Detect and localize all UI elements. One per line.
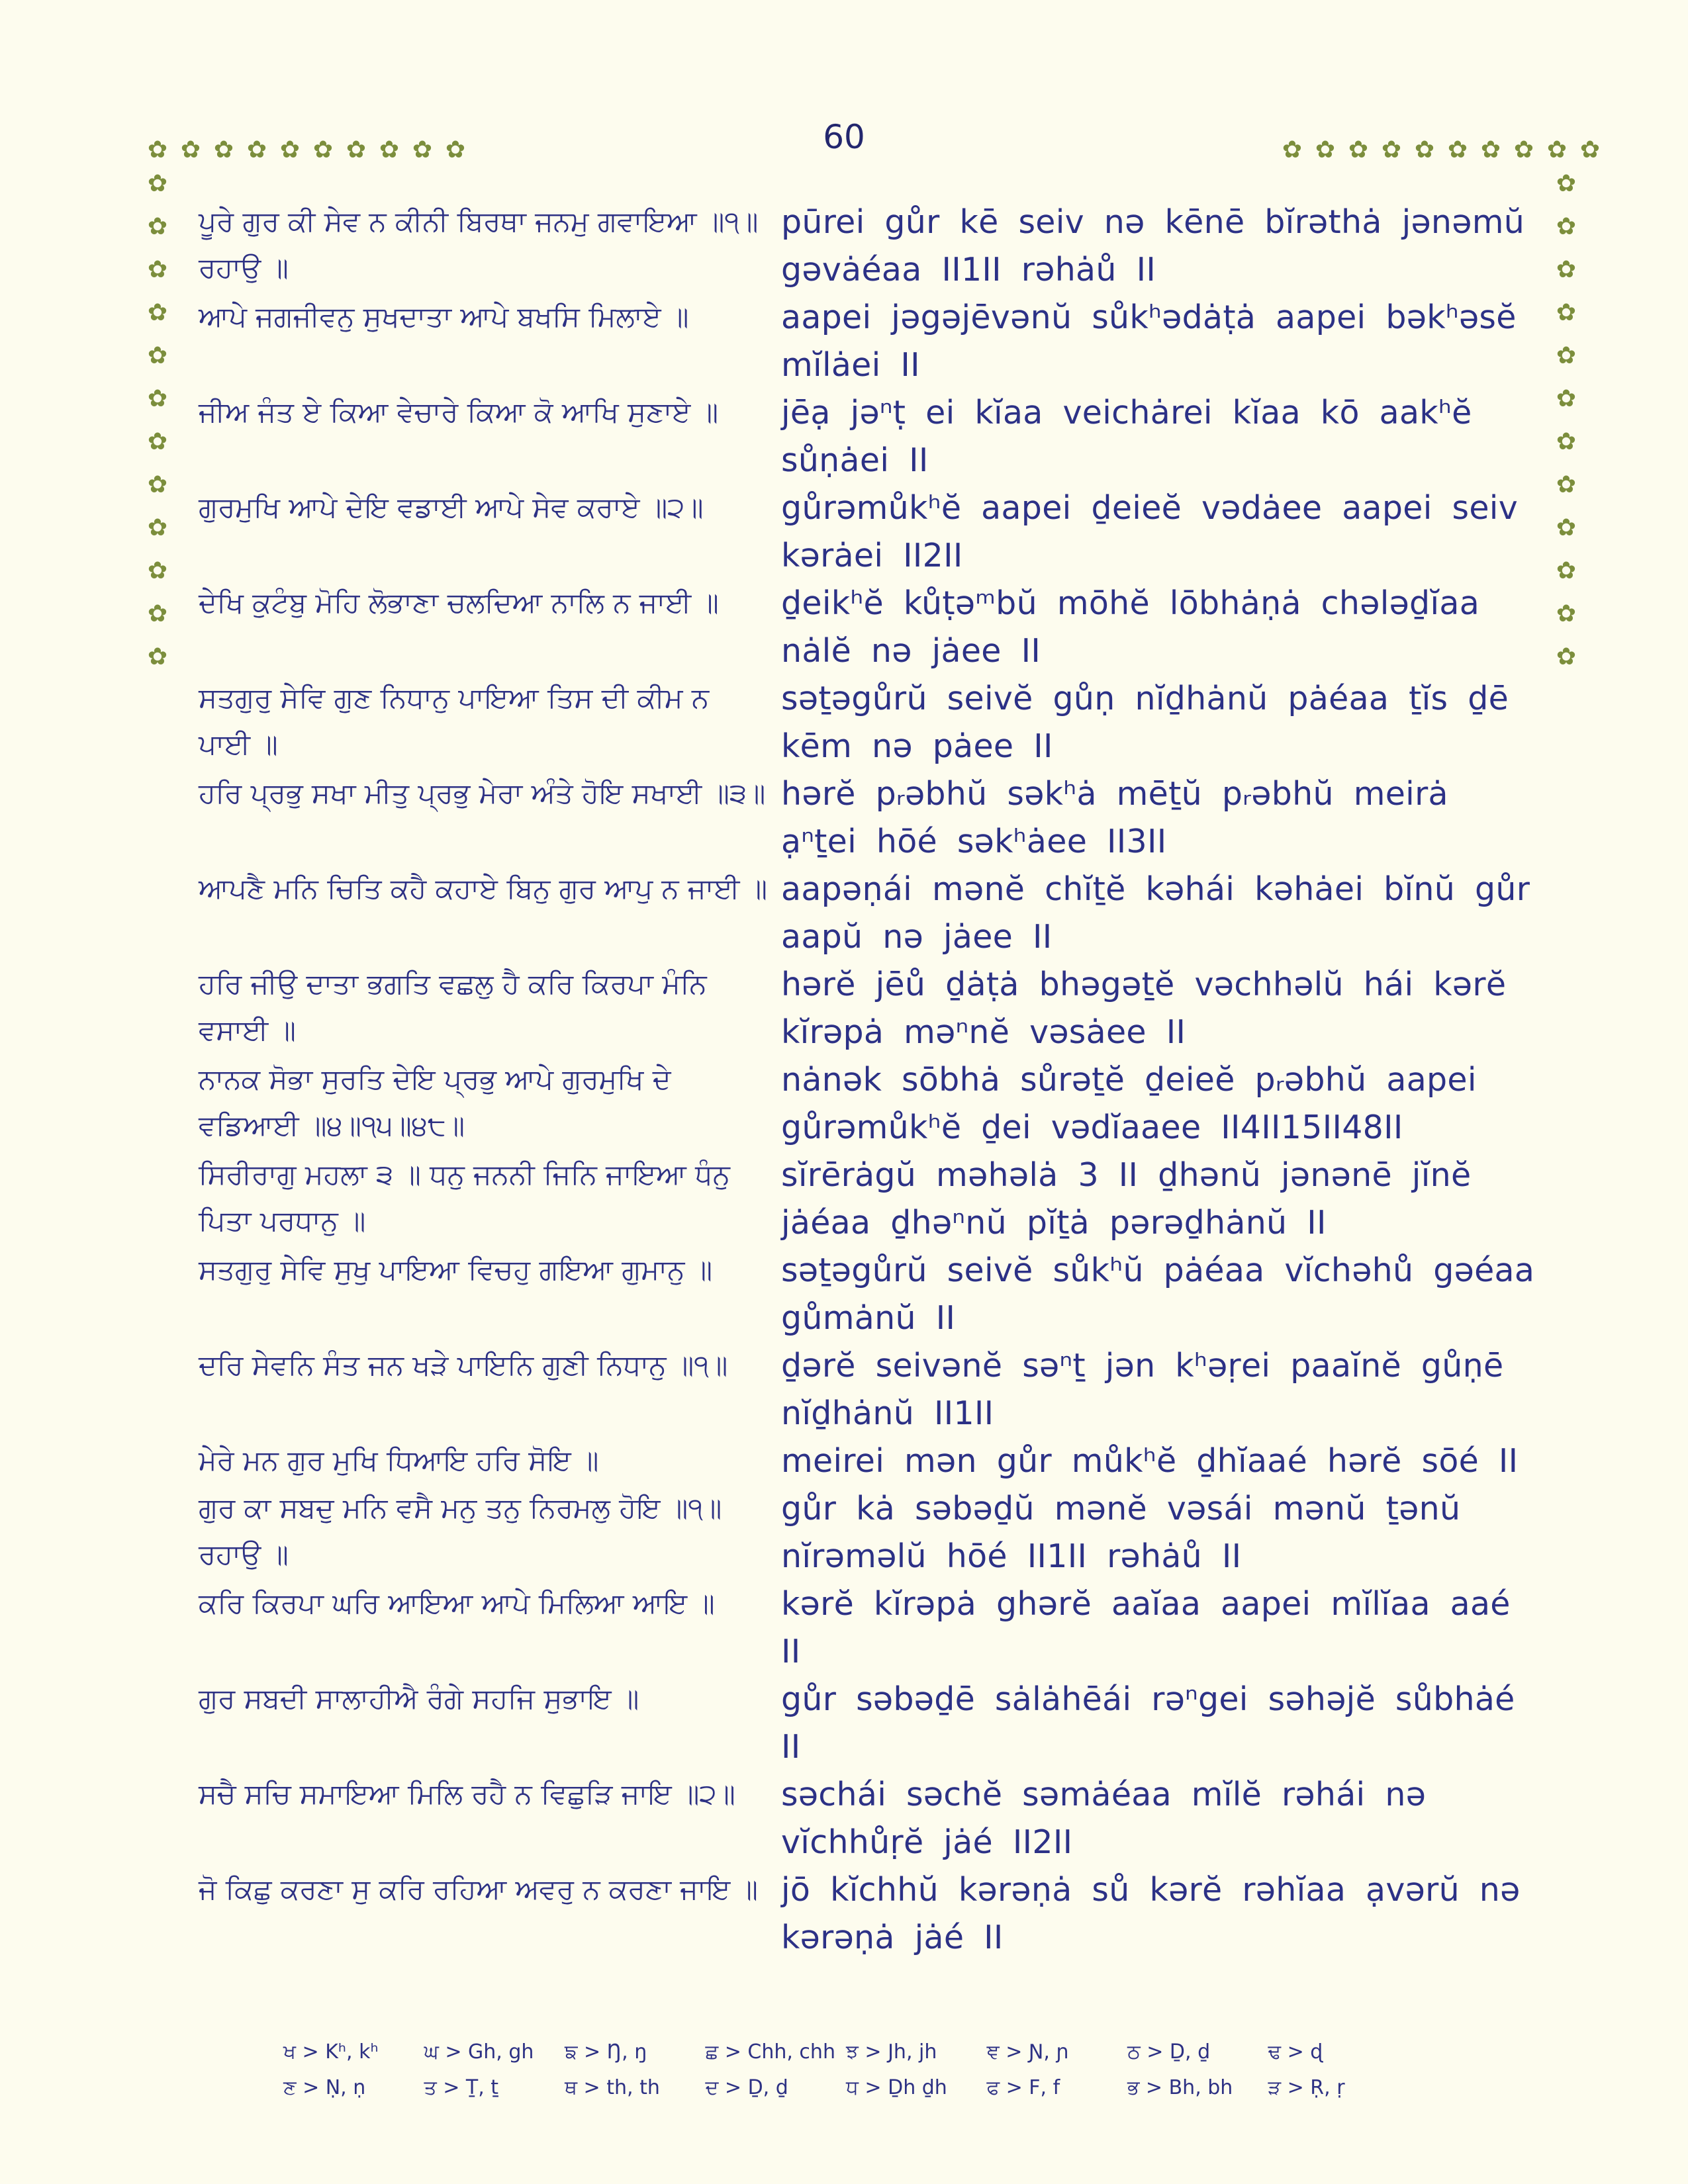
flower-ornament-icon: ✿ (147, 514, 168, 541)
verse-row (199, 1580, 1536, 1676)
gurmukhi-text: ਦੇਖਿ ਕੁਟੰਬੁ ਮੋਹਿ ਲੋਭਾਣਾ ਚਲਦਿਆ ਨਾਲਿ ਨ ਜਾਈ ॥ (199, 586, 719, 619)
transliteration-text: səṯəgůrŭ seivĕ sůkʰŭ pȧéaa vĭchəhů gəéaa gůmȧnŭ II (781, 1251, 1535, 1337)
flower-ornament-icon: ✿ (147, 256, 168, 283)
flower-ornament-icon: ✿ (1556, 428, 1577, 455)
transliteration-text: səṯəgůrŭ seivĕ gůṇ nĭḏhȧnŭ pȧéaa ṯĭs ḏē kēm nə pȧee II (781, 680, 1509, 765)
legend-entry: ਖ > Kʰ, kʰ (283, 2040, 379, 2064)
flower-ornament-icon: ✿ (147, 471, 168, 498)
transliteration-text: gůr kȧ səbəḏŭ mənĕ vəsái mənŭ ṯənŭ nĭrəməlŭ hōé II1II rəhȧů II (781, 1490, 1461, 1575)
flower-ornament-icon: ✿ (412, 136, 433, 163)
transliteration-text: sĭrērȧgŭ məhəlȧ 3 II ḏhənŭ jənənē jĭnĕ jȧéaa ḏhəⁿnŭ pĭṯȧ pərəḏhȧnŭ II (781, 1156, 1472, 1242)
verse-row (199, 199, 1536, 294)
verse-row (199, 1771, 1536, 1866)
transliteration-text: ḏeikʰĕ kůṭəᵐbŭ mōhĕ lōbhȧṇȧ chələḏĭaa nȧlĕ nə jȧee II (781, 584, 1480, 670)
gurmukhi-text: ਹਰਿ ਪ੍ਰਭੁ ਸਖਾ ਮੀਤੁ ਪ੍ਰਭੁ ਮੇਰਾ ਅੰਤੇ ਹੋਇ ਸਖਾਈ ॥੩॥ (199, 777, 766, 809)
flower-ornament-icon: ✿ (1546, 136, 1568, 163)
flower-ornament-icon: ✿ (1556, 170, 1577, 197)
gurmukhi-text: ਸਿਰੀਰਾਗੁ ਮਹਲਾ ੩ ॥ ਧਨੁ ਜਨਨੀ ਜਿਨਿ ਜਾਇਆ ਧੰਨੁ ਪਿਤਾ ਪਰਧਾਨੁ ॥ (199, 1158, 730, 1237)
flower-ornament-icon: ✿ (379, 136, 400, 163)
flower-ornament-icon: ✿ (147, 213, 168, 240)
legend-entry: ਦ > Ḏ, ḏ (705, 2076, 788, 2099)
legend-entry: ਘ > Gh, gh (424, 2040, 534, 2064)
flower-ornament-icon: ✿ (246, 136, 267, 163)
gurmukhi-text: ਆਪੇ ਜਗਜੀਵਨੁ ਸੁਖਦਾਤਾ ਆਪੇ ਬਖਸਿ ਮਿਲਾਏ ॥ (199, 300, 689, 333)
verse-row (199, 1342, 1536, 1437)
flower-ornament-icon: ✿ (1348, 136, 1369, 163)
legend-entry: ਛ > Chh, chh (705, 2040, 835, 2064)
flower-ornament-icon: ✿ (312, 136, 334, 163)
flower-ornament-icon: ✿ (147, 600, 168, 627)
transliteration-legend (283, 2034, 1409, 2106)
verse-row (199, 1676, 1536, 1771)
legend-entry: ਫ > F, f (986, 2076, 1060, 2099)
legend-entry: ਝ > Jh, jh (846, 2040, 937, 2064)
flower-ornament-icon: ✿ (1556, 342, 1577, 369)
gurmukhi-text: ਗੁਰ ਸਬਦੀ ਸਾਲਾਹੀਐ ਰੰਗੇ ਸਹਜਿ ਸੁਭਾਇ ॥ (199, 1682, 639, 1715)
legend-entry: ਧ > Ḏh ḏh (846, 2076, 947, 2099)
transliteration-text: pūrei gůr kē seiv nə kēnē bĭrəthȧ jənəmŭ gəvȧéaa II1II rəhȧů II (781, 203, 1525, 289)
legend-entry: ਤ > Ṯ, ṯ (424, 2076, 499, 2099)
gurmukhi-text: ਆਪਣੈ ਮਨਿ ਚਿਤਿ ਕਹੈ ਕਹਾਏ ਬਿਨੁ ਗੁਰ ਆਪੁ ਨ ਜਾਈ ॥ (199, 872, 768, 905)
flower-ornament-icon: ✿ (1315, 136, 1336, 163)
transliteration-text: nȧnək sōbhȧ sůrəṯĕ ḏeieĕ pᵣəbhŭ aapei gůrəmůkʰĕ ḏei vədĭaaee II4II15II48II (781, 1061, 1477, 1146)
gurmukhi-text: ਗੁਰਮੁਖਿ ਆਪੇ ਦੇਇ ਵਡਾਈ ਆਪੇ ਸੇਵ ਕਰਾਏ ॥੨॥ (199, 491, 704, 523)
transliteration-text: aapəṇái mənĕ chĭṯĕ kəhái kəhȧei bĭnŭ gůr aapŭ nə jȧee II (781, 870, 1530, 956)
gurmukhi-text: ਦਰਿ ਸੇਵਨਿ ਸੰਤ ਜਨ ਖੜੇ ਪਾਇਨਿ ਗੁਣੀ ਨਿਧਾਨੁ ॥੧॥ (199, 1349, 728, 1381)
gurmukhi-text: ਹਰਿ ਜੀਉ ਦਾਤਾ ਭਗਤਿ ਵਛਲੁ ਹੈ ਕਰਿ ਕਿਰਪਾ ਮੰਨਿ ਵਸਾਈ ॥ (199, 968, 707, 1046)
flower-ornament-icon: ✿ (147, 342, 168, 369)
verse-row (199, 294, 1536, 389)
flower-ornament-icon: ✿ (1513, 136, 1534, 163)
legend-entry: ਭ > Bh, bh (1127, 2076, 1233, 2099)
verse-row (199, 1056, 1536, 1152)
flower-ornament-icon: ✿ (1381, 136, 1402, 163)
gurmukhi-text: ਗੁਰ ਕਾ ਸਬਦੁ ਮਨਿ ਵਸੈ ਮਨੁ ਤਨੁ ਨਿਰਮਲੁ ਹੋਇ ॥੧॥ ਰਹਾਉ ॥ (199, 1492, 722, 1570)
transliteration-text: jō kĭchhŭ kərəṇȧ sů kərĕ rəhĭaa ạvərŭ nə kərəṇȧ jȧé II (781, 1871, 1521, 1956)
transliteration-text: jēạ jəⁿṭ ei kĭaa veichȧrei kĭaa kō aakʰĕ sůṇȧei II (781, 394, 1472, 479)
flower-ornament-icon: ✿ (445, 136, 466, 163)
transliteration-text: meirei mən gůr můkʰĕ ḏhĭaaé hərĕ sōé II (781, 1442, 1519, 1480)
gurmukhi-text: ਮੇਰੇ ਮਨ ਗੁਰ ਮੁਖਿ ਧਿਆਇ ਹਰਿ ਸੋਇ ॥ (199, 1444, 599, 1477)
flower-ornament-icon: ✿ (1579, 136, 1601, 163)
transliteration-text: hərĕ jēů ḏȧṭȧ bhəgəṯĕ vəchhəlŭ hái kərĕ kĭrəpȧ məⁿnĕ vəsȧee II (781, 966, 1507, 1051)
legend-row (283, 2034, 1409, 2070)
transliteration-text: ḏərĕ seivənĕ səⁿṯ jən kʰəṛei paaĭnĕ gůṇē nĭḏhȧnŭ II1II (781, 1347, 1504, 1432)
flower-ornament-icon: ✿ (1447, 136, 1468, 163)
decorative-border-top-right (1279, 136, 1603, 165)
verse-row (199, 484, 1536, 580)
verse-row (199, 389, 1536, 484)
gurmukhi-text: ਸਤਗੁਰੁ ਸੇਵਿ ਗੁਣ ਨਿਧਾਨੁ ਪਾਇਆ ਤਿਸ ਦੀ ਕੀਮ ਨ ਪਾਈ ॥ (199, 682, 710, 760)
gurmukhi-text: ਕਰਿ ਕਿਰਪਾ ਘਰਿ ਆਇਆ ਆਪੇ ਮਿਲਿਆ ਆਇ ॥ (199, 1587, 715, 1619)
transliteration-text: gůrəmůkʰĕ aapei ḏeieĕ vədȧee aapei seiv kərȧei II2II (781, 489, 1518, 574)
verse-row (199, 961, 1536, 1056)
verse-row (199, 580, 1536, 675)
transliteration-text: aapei jəgəjēvənŭ sůkʰədȧṭȧ aapei bəkʰəsĕ mĭlȧei II (781, 298, 1517, 384)
transliteration-text: gůr səbəḏē sȧlȧhēái rəⁿgei səhəjĕ sůbhȧé II (781, 1680, 1515, 1766)
page-number: 60 (823, 118, 865, 156)
verse-table (199, 199, 1536, 1962)
flower-ornament-icon: ✿ (147, 643, 168, 670)
legend-entry: ਣ > Ṇ, ṇ (283, 2076, 366, 2099)
flower-ornament-icon: ✿ (1556, 256, 1577, 283)
flower-ornament-icon: ✿ (147, 170, 168, 197)
flower-ornament-icon: ✿ (147, 136, 168, 163)
verse-row (199, 1152, 1536, 1247)
flower-ornament-icon: ✿ (1556, 600, 1577, 627)
decorative-border-right (1553, 169, 1579, 672)
legend-entry: ਞ > Ɲ, ɲ (986, 2040, 1069, 2064)
verse-row (199, 1485, 1536, 1580)
decorative-border-top-left (144, 136, 469, 165)
verse-row (199, 1247, 1536, 1342)
legend-entry: ਢ > ɖ (1268, 2040, 1323, 2064)
flower-ornament-icon: ✿ (147, 385, 168, 412)
flower-ornament-icon: ✿ (346, 136, 367, 163)
transliteration-text: səchái səchĕ səmȧéaa mĭlĕ rəhái nə vĭchhůṛĕ jȧé II2II (781, 1776, 1427, 1861)
legend-entry: ਥ > th, th (565, 2076, 660, 2099)
flower-ornament-icon: ✿ (147, 557, 168, 584)
gurmukhi-text: ਜੋ ਕਿਛੁ ਕਰਣਾ ਸੁ ਕਰਿ ਰਹਿਆ ਅਵਰੁ ਨ ਕਰਣਾ ਜਾਇ ॥ (199, 1873, 758, 1905)
verse-row (199, 1866, 1536, 1962)
flower-ornament-icon: ✿ (279, 136, 301, 163)
flower-ornament-icon: ✿ (1556, 213, 1577, 240)
flower-ornament-icon: ✿ (1282, 136, 1303, 163)
flower-ornament-icon: ✿ (1414, 136, 1435, 163)
flower-ornament-icon: ✿ (1556, 299, 1577, 326)
transliteration-text: kərĕ kĭrəpȧ ghərĕ aaĭaa aapei mĭlĭaa aaé II (781, 1585, 1511, 1670)
flower-ornament-icon: ✿ (213, 136, 234, 163)
gurmukhi-text: ਪੂਰੇ ਗੁਰ ਕੀ ਸੇਵ ਨ ਕੀਨੀ ਬਿਰਥਾ ਜਨਮੁ ਗਵਾਇਆ ॥੧॥ ਰਹਾਉ ॥ (199, 205, 759, 284)
flower-ornament-icon: ✿ (180, 136, 201, 163)
flower-ornament-icon: ✿ (147, 428, 168, 455)
gurmukhi-text: ਸਤਗੁਰੁ ਸੇਵਿ ਸੁਖੁ ਪਾਇਆ ਵਿਚਹੁ ਗਇਆ ਗੁਮਾਨੁ ॥ (199, 1253, 713, 1286)
verse-row (199, 866, 1536, 961)
gurmukhi-text: ਜੀਅ ਜੰਤ ਏ ਕਿਆ ਵੇਚਾਰੇ ਕਿਆ ਕੋ ਆਖਿ ਸੁਣਾਏ ॥ (199, 396, 719, 428)
flower-ornament-icon: ✿ (1480, 136, 1501, 163)
flower-ornament-icon: ✿ (147, 299, 168, 326)
legend-entry: ਙ > Ŋ, ŋ (565, 2040, 647, 2064)
legend-entry: ੜ > Ṛ, ṛ (1268, 2076, 1345, 2099)
flower-ornament-icon: ✿ (1556, 471, 1577, 498)
transliteration-text: hərĕ pᵣəbhŭ səkʰȧ mēṯŭ pᵣəbhŭ meirȧ ạⁿṯei hōé səkʰȧee II3II (781, 775, 1448, 860)
flower-ornament-icon: ✿ (1556, 557, 1577, 584)
flower-ornament-icon: ✿ (1556, 643, 1577, 670)
flower-ornament-icon: ✿ (1556, 385, 1577, 412)
legend-entry: ਠ > Ḏ, ḏ (1127, 2040, 1211, 2064)
flower-ornament-icon: ✿ (1556, 514, 1577, 541)
gurmukhi-text: ਸਚੈ ਸਚਿ ਸਮਾਇਆ ਮਿਲਿ ਰਹੈ ਨ ਵਿਛੁੜਿ ਜਾਇ ॥੨॥ (199, 1778, 735, 1810)
legend-row (283, 2070, 1409, 2106)
verse-row (199, 675, 1536, 770)
verse-row (199, 770, 1536, 866)
gurmukhi-text: ਨਾਨਕ ਸੋਭਾ ਸੁਰਤਿ ਦੇਇ ਪ੍ਰਭੁ ਆਪੇ ਗੁਰਮੁਖਿ ਦੇ ਵਡਿਆਈ ॥੪॥੧੫॥੪੮॥ (199, 1063, 671, 1142)
verse-row (199, 1437, 1536, 1485)
decorative-border-left (144, 169, 171, 672)
